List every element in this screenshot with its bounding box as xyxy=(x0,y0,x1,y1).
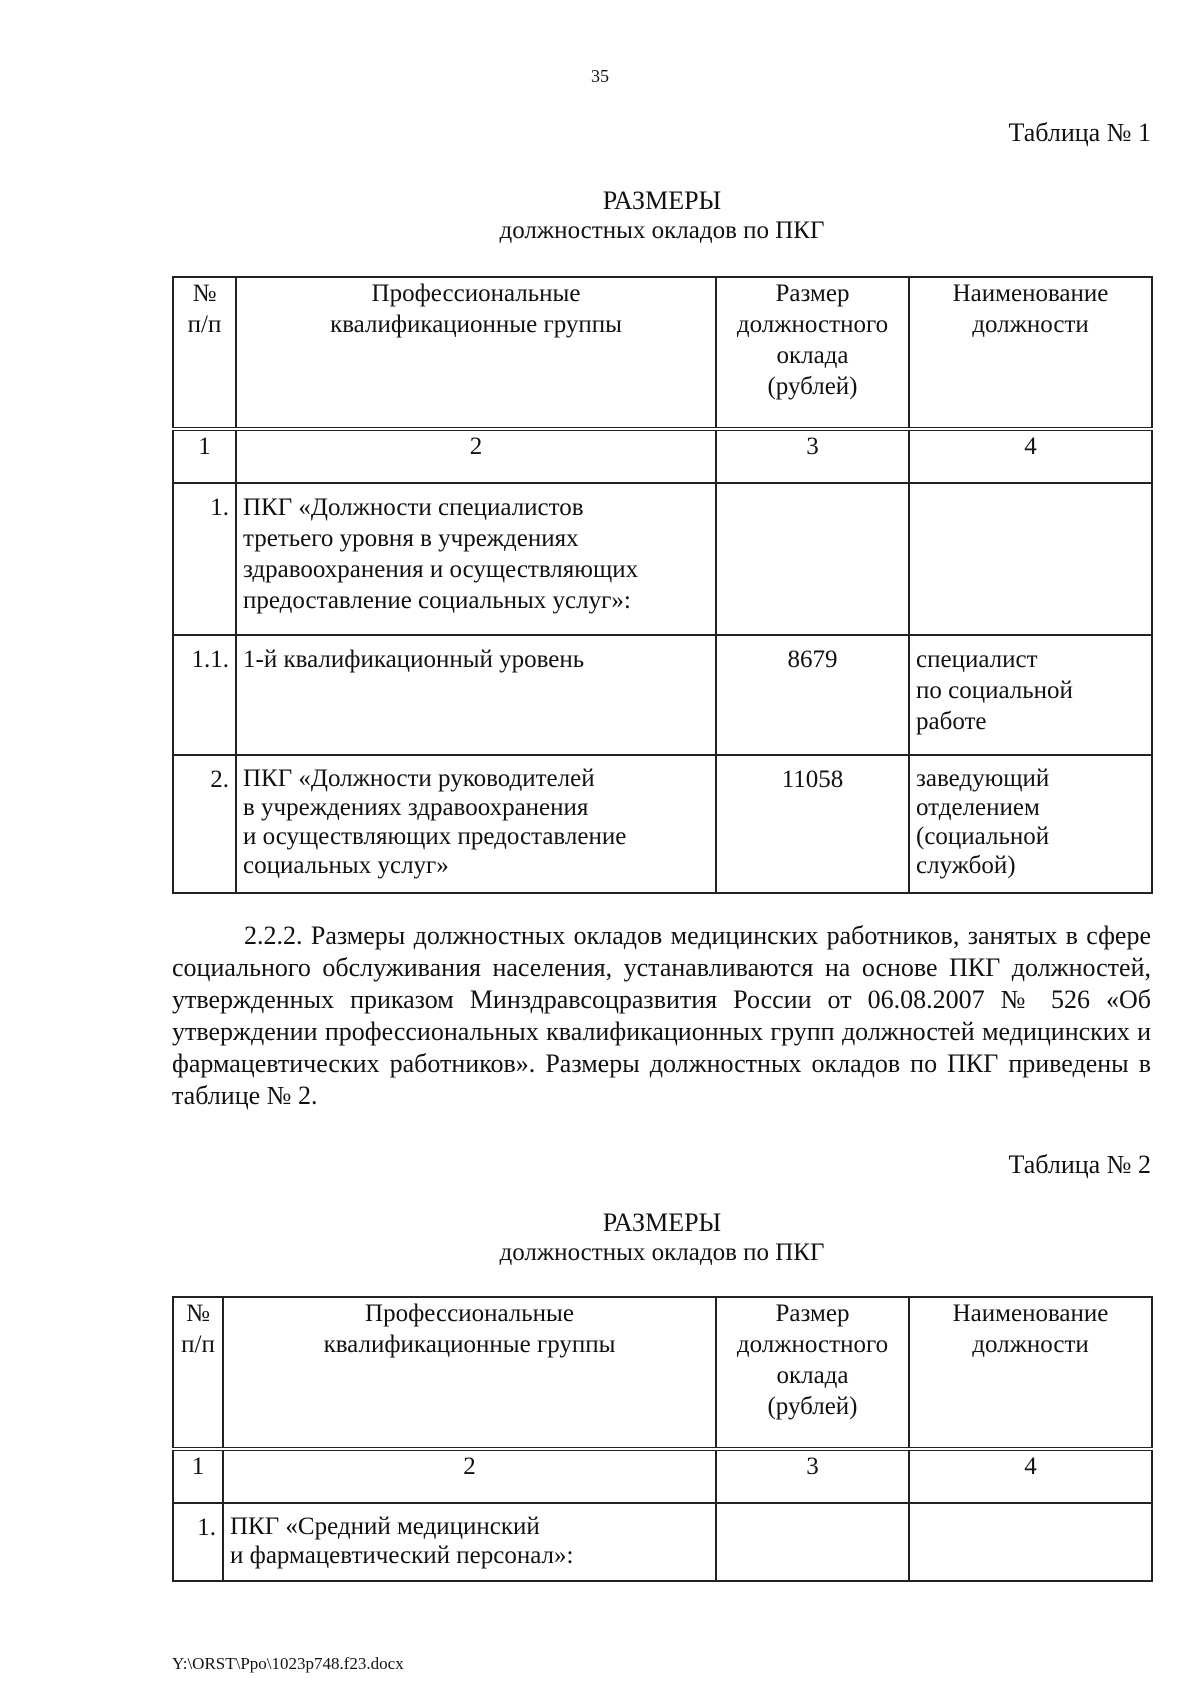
header-cell-salary: Размер должностного оклада (рублей) xyxy=(716,277,909,429)
column-number: 2 xyxy=(223,1449,716,1503)
table-row xyxy=(173,755,1152,893)
row-salary xyxy=(716,483,909,635)
header-cell-salary: Размер должностного оклада (рублей) xyxy=(716,1297,909,1449)
table-2-subtitle: должностных окладов по ПКГ xyxy=(499,1239,825,1266)
row-salary: 11058 xyxy=(716,755,909,893)
column-number: 4 xyxy=(909,1449,1152,1503)
row-group: ПКГ «Средний медицинский и фармацевтический персонал»: xyxy=(223,1503,716,1581)
table-1 xyxy=(172,276,1153,894)
table-1-column-numbers-row xyxy=(173,429,1152,483)
table-1-subtitle: должностных окладов по ПКГ xyxy=(499,217,825,244)
column-number: 3 xyxy=(716,429,909,483)
row-position: заведующий отделением (социальной службой) xyxy=(909,755,1152,893)
table-row xyxy=(173,483,1152,635)
table-2-column-numbers-row xyxy=(173,1449,1152,1503)
table-2-header-row xyxy=(173,1297,1152,1449)
header-cell-number: № п/п xyxy=(173,277,236,429)
row-position: специалист по социальной работе xyxy=(909,635,1152,755)
footer-file-path: Y:\ORST\Ppo\1023p748.f23.docx xyxy=(172,1654,404,1673)
row-position xyxy=(909,483,1152,635)
table-1-title: РАЗМЕРЫ xyxy=(602,186,722,215)
header-cell-number: № п/п xyxy=(173,1297,223,1449)
row-number: 1. xyxy=(173,483,236,635)
table-2-heading xyxy=(172,1208,1152,1268)
column-number: 4 xyxy=(909,429,1152,483)
row-number: 1.1. xyxy=(173,635,236,755)
row-group: 1-й квалификационный уровень xyxy=(236,635,716,755)
header-cell-position: Наименование должности xyxy=(909,277,1152,429)
row-position xyxy=(909,1503,1152,1581)
column-number: 2 xyxy=(236,429,716,483)
row-salary: 8679 xyxy=(716,635,909,755)
header-cell-groups: Профессиональные квалификационные группы xyxy=(223,1297,716,1449)
table-2-label: Таблица № 2 xyxy=(1008,1150,1151,1179)
table-row xyxy=(173,635,1152,755)
row-group: ПКГ «Должности специалистов третьего уровня в учреждениях здравоохранения и осуществляющих предоставление социальных услуг»: xyxy=(236,483,716,635)
table-2 xyxy=(172,1296,1153,1582)
body-paragraph: 2.2.2. Размеры должностных окладов медицинских работников, занятых в сфере социального обслуживания населения, устанавливаются на основе ПКГ должностей, утвержденных приказом Минздравсоцразвития России от 06.08.2007 № 526 «Об утверждении профессиональных квалификационных групп должностей медицинских и фармацевтических работников». Размеры должностных окладов по ПКГ приведены в таблице № 2. xyxy=(172,921,1151,1110)
row-group: ПКГ «Должности руководителей в учреждениях здравоохранения и осуществляющих предоставление социальных услуг» xyxy=(236,755,716,893)
table-row xyxy=(173,1503,1152,1581)
row-salary xyxy=(716,1503,909,1581)
row-number: 2. xyxy=(173,755,236,893)
header-cell-position: Наименование должности xyxy=(909,1297,1152,1449)
column-number: 1 xyxy=(173,1449,223,1503)
page-number: 35 xyxy=(591,66,609,86)
table-1-heading xyxy=(172,186,1152,246)
column-number: 3 xyxy=(716,1449,909,1503)
table-1-label: Таблица № 1 xyxy=(1008,118,1151,147)
column-number: 1 xyxy=(173,429,236,483)
table-2-title: РАЗМЕРЫ xyxy=(602,1208,722,1237)
table-1-header-row xyxy=(173,277,1152,429)
header-cell-groups: Профессиональные квалификационные группы xyxy=(236,277,716,429)
row-number: 1. xyxy=(173,1503,223,1581)
